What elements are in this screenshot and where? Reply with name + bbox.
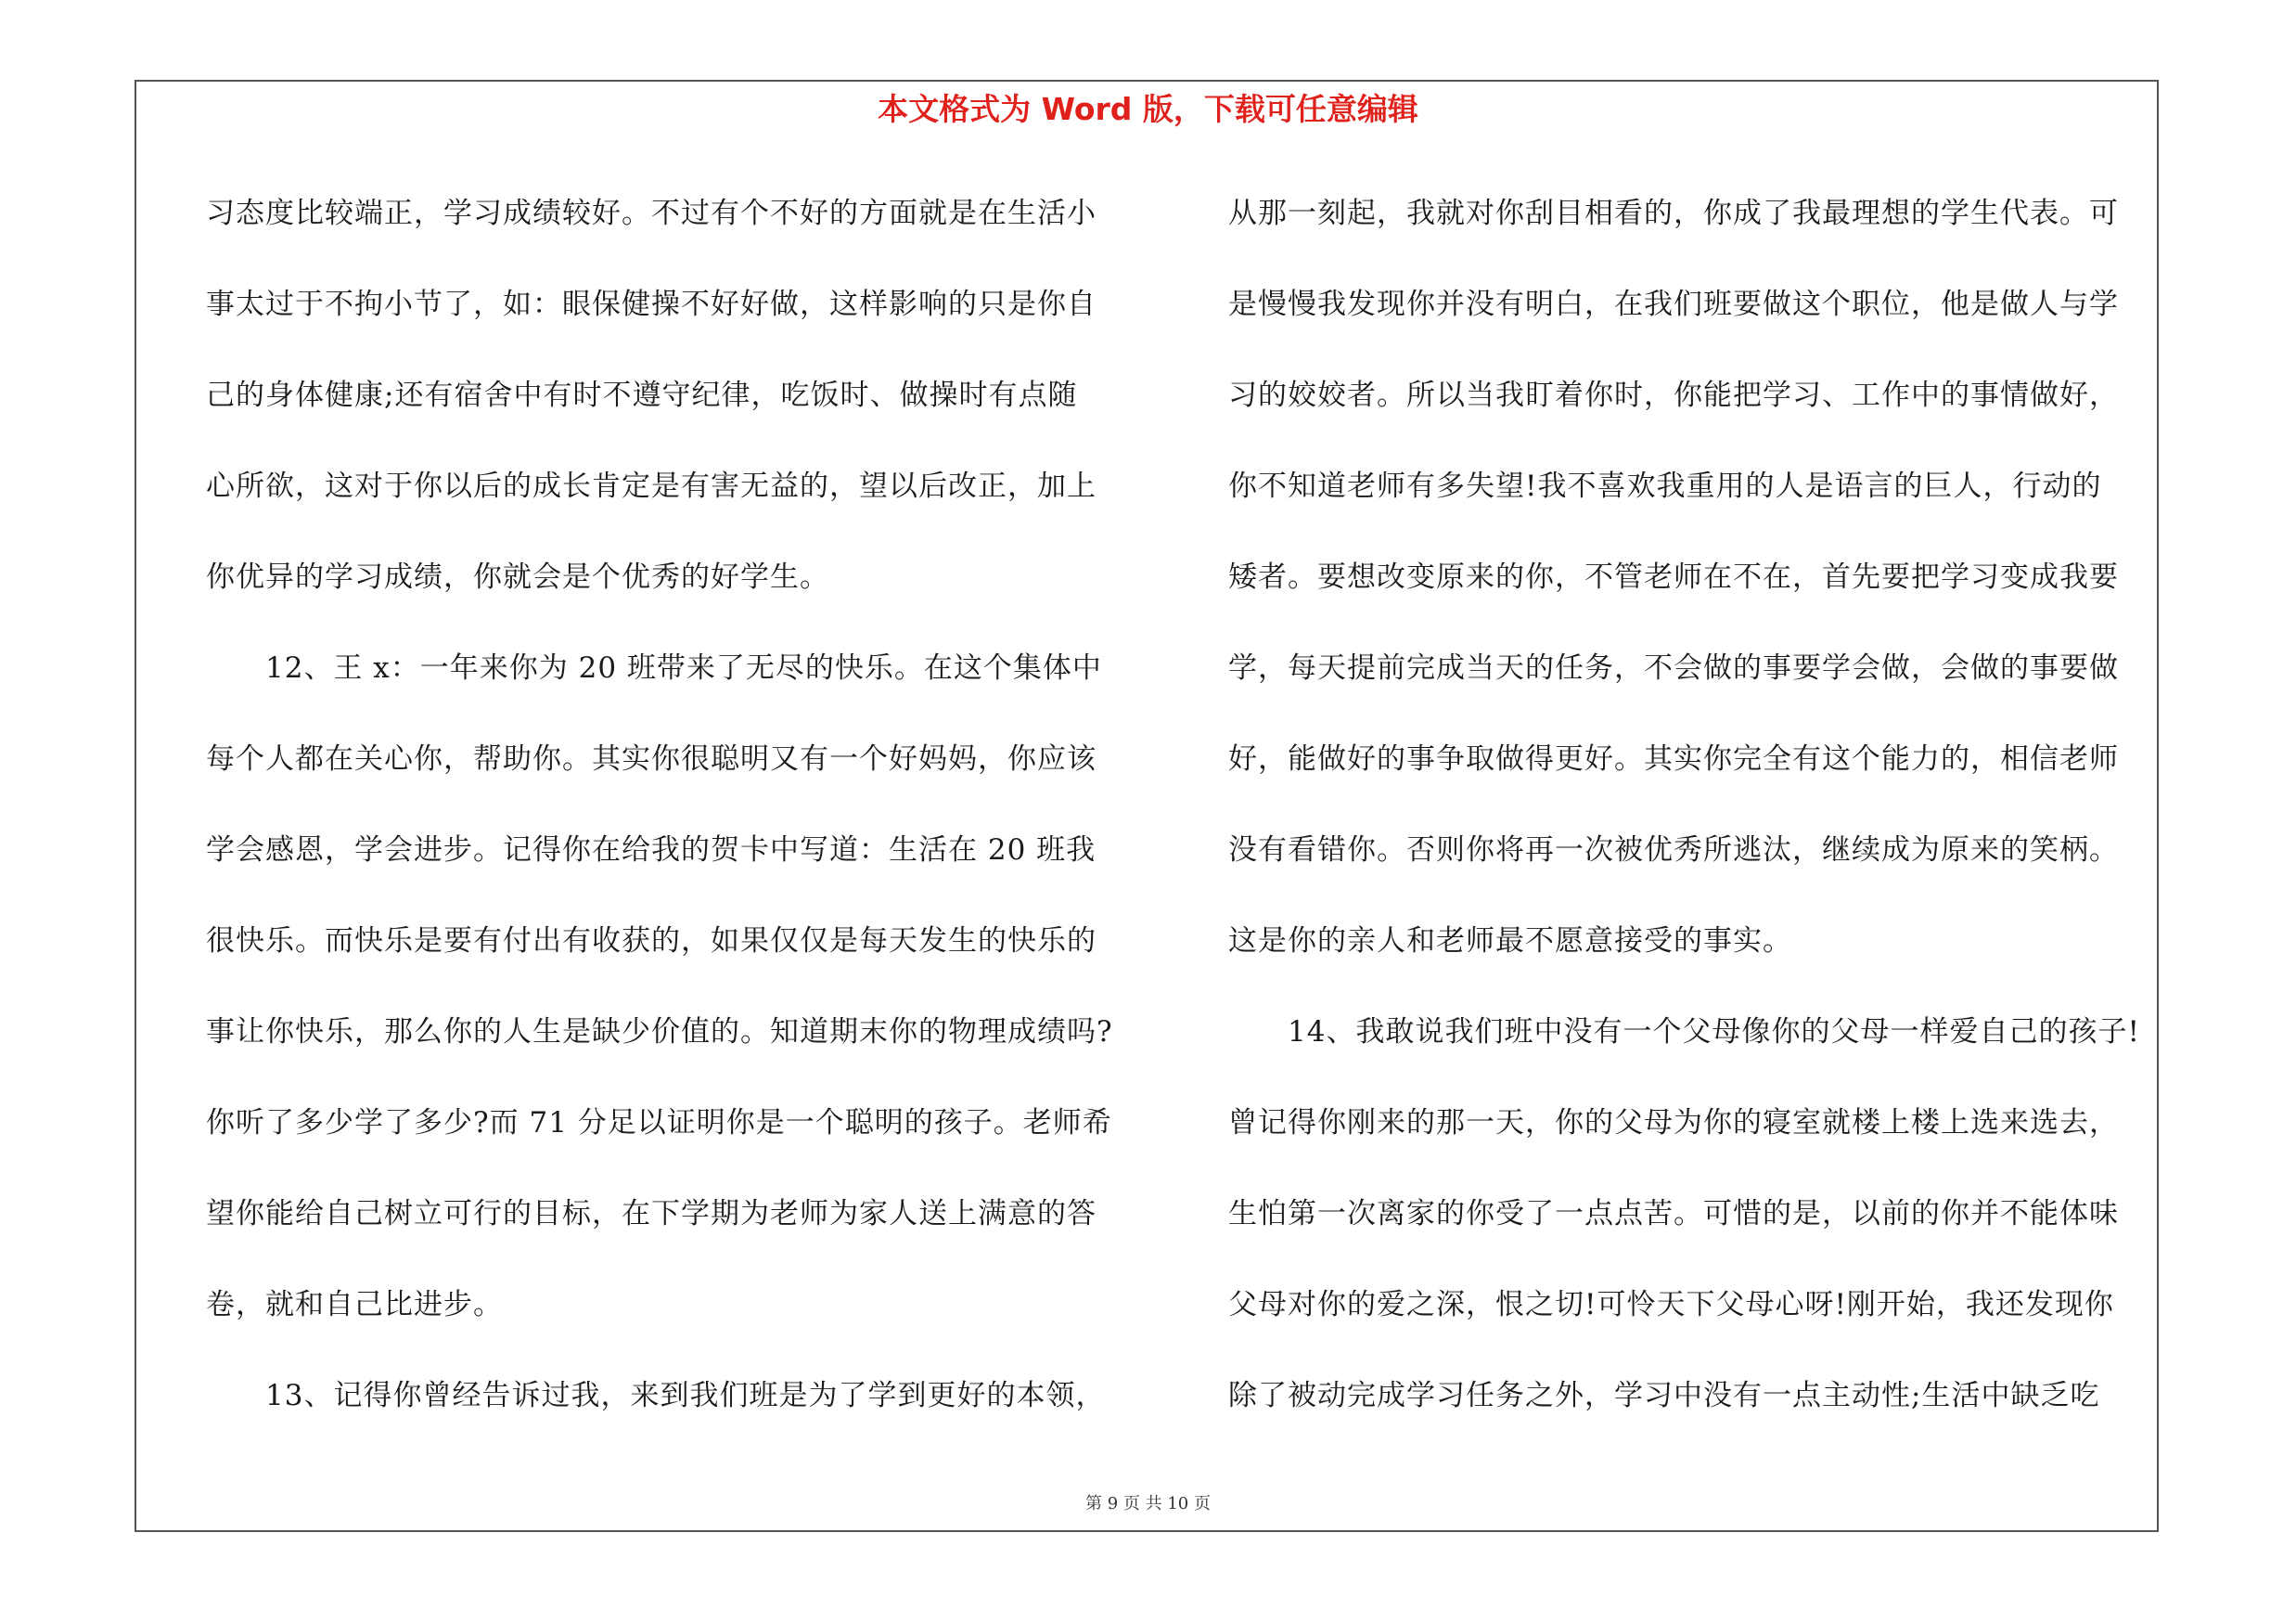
text-line: 心所欲，这对于你以后的成长肯定是有害无益的，望以后改正，加上 bbox=[206, 470, 1097, 503]
text-line: 13、记得你曾经告诉过我，来到我们班是为了学到更好的本领， bbox=[206, 1379, 1106, 1412]
text-line: 事让你快乐，那么你的人生是缺少价值的。知道期末你的物理成绩吗? bbox=[206, 1015, 1113, 1049]
page-number: 第 9 页 共 10 页 bbox=[1085, 1494, 1211, 1514]
text-line: 生怕第一次离家的你受了一点点苦。可惜的是，以前的你并不能体味 bbox=[1228, 1197, 2119, 1230]
text-line: 习态度比较端正，学习成绩较好。不过有个不好的方面就是在生活小 bbox=[206, 197, 1097, 230]
text-line: 好，能做好的事争取做得更好。其实你完全有这个能力的，相信老师 bbox=[1228, 742, 2119, 776]
text-line: 你听了多少学了多少?而 71 分足以证明你是一个聪明的孩子。老师希 bbox=[206, 1106, 1112, 1140]
text-line: 曾记得你刚来的那一天，你的父母为你的寝室就楼上楼上选来选去， bbox=[1228, 1106, 2119, 1140]
text-line: 望你能给自己树立可行的目标，在下学期为老师为家人送上满意的答 bbox=[206, 1197, 1097, 1230]
header-banner: 本文格式为 Word 版，下载可任意编辑 bbox=[878, 91, 1418, 127]
right-column bbox=[1228, 186, 2156, 1459]
text-line: 除了被动完成学习任务之外，学习中没有一点主动性;生活中缺乏吃 bbox=[1228, 1379, 2100, 1412]
left-column-text bbox=[206, 186, 1134, 1459]
text-line: 父母对你的爱之深，恨之切!可怜天下父母心呀!刚开始，我还发现你 bbox=[1228, 1288, 2114, 1321]
text-line: 是慢慢我发现你并没有明白，在我们班要做这个职位，他是做人与学 bbox=[1228, 288, 2119, 321]
text-line: 没有看错你。否则你将再一次被优秀所逃汰，继续成为原来的笑柄。 bbox=[1228, 833, 2119, 867]
text-line: 很快乐。而快乐是要有付出有收获的，如果仅仅是每天发生的快乐的 bbox=[206, 924, 1097, 958]
text-line: 学，每天提前完成当天的任务，不会做的事要学会做，会做的事要做 bbox=[1228, 651, 2119, 685]
text-line: 你不知道老师有多失望!我不喜欢我重用的人是语言的巨人，行动的 bbox=[1228, 470, 2102, 503]
text-line: 习的姣姣者。所以当我盯着你时，你能把学习、工作中的事情做好， bbox=[1228, 379, 2119, 412]
text-line: 你优异的学习成绩，你就会是个优秀的好学生。 bbox=[206, 560, 829, 594]
text-line: 从那一刻起，我就对你刮目相看的，你成了我最理想的学生代表。可 bbox=[1228, 197, 2119, 230]
text-line: 学会感恩，学会进步。记得你在给我的贺卡中写道：生活在 20 班我 bbox=[206, 833, 1097, 867]
text-line: 事太过于不拘小节了，如：眼保健操不好好做，这样影响的只是你自 bbox=[206, 288, 1097, 321]
text-line: 14、我敢说我们班中没有一个父母像你的父母一样爱自己的孩子! bbox=[1228, 1015, 2140, 1049]
text-line: 每个人都在关心你，帮助你。其实你很聪明又有一个好妈妈，你应该 bbox=[206, 742, 1097, 776]
text-line: 12、王 x：一年来你为 20 班带来了无尽的快乐。在这个集体中 bbox=[206, 651, 1102, 685]
text-line: 卷，就和自己比进步。 bbox=[206, 1288, 503, 1321]
text-line: 矮者。要想改变原来的你，不管老师在不在，首先要把学习变成我要 bbox=[1228, 560, 2119, 594]
left-column bbox=[206, 186, 1134, 1459]
right-column-text bbox=[1228, 186, 2156, 1459]
text-line: 这是你的亲人和老师最不愿意接受的事实。 bbox=[1228, 924, 1792, 958]
text-line: 己的身体健康;还有宿舍中有时不遵守纪律，吃饭时、做操时有点随 bbox=[206, 379, 1078, 412]
